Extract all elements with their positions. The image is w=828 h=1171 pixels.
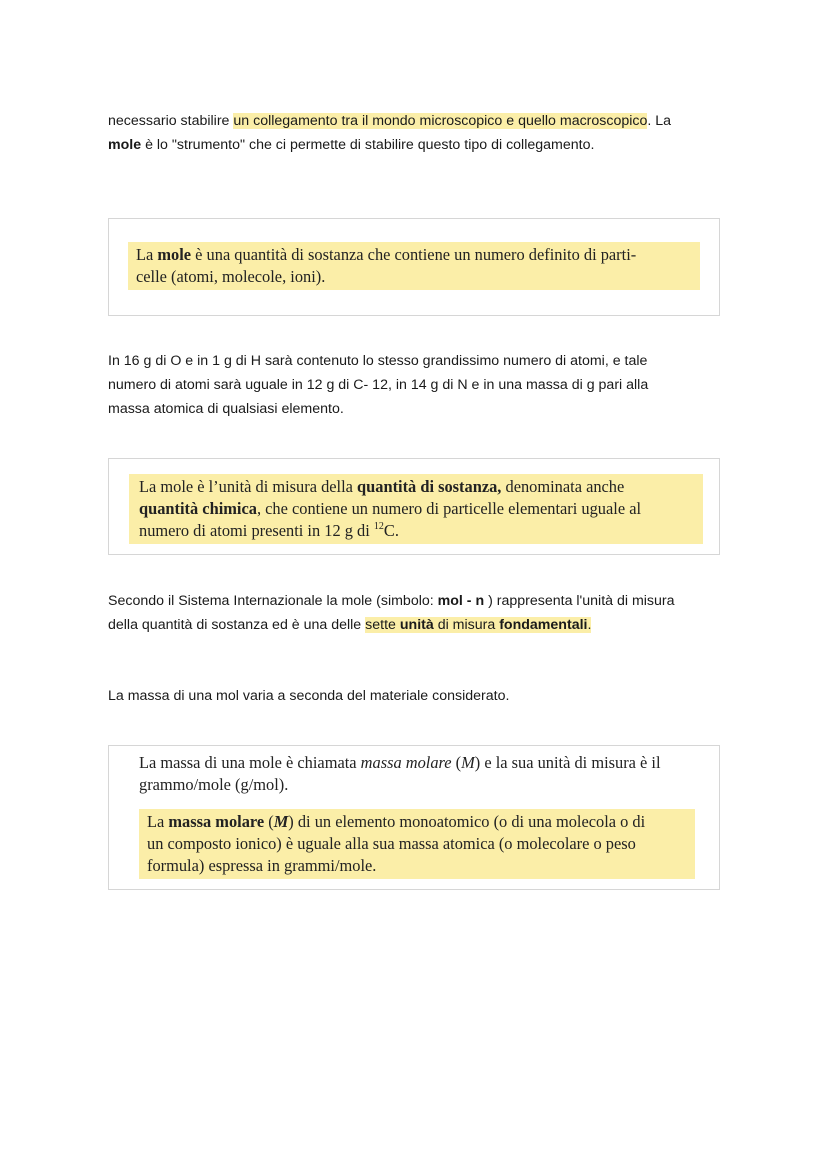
definition-line-1 <box>147 811 687 833</box>
superscript: 12 <box>373 520 384 532</box>
text-span: è una quantità di sostanza che contiene un numero definito di parti- <box>191 245 637 264</box>
text-span: La mole è l’unità di misura della <box>139 477 358 496</box>
text-span: La massa di una mole è chiamata <box>139 753 361 772</box>
definition-line-1 <box>139 476 693 498</box>
text-span: della quantità di sostanza ed è una delle <box>108 617 366 633</box>
text-span: denominata anche <box>501 477 625 496</box>
paragraph-si <box>108 589 720 637</box>
paragraph-intro <box>108 109 720 157</box>
definition-box-unit <box>108 458 720 555</box>
bold-term: massa molare <box>168 812 265 831</box>
intro-line-2: grammo/mole (g/mol). <box>139 775 289 794</box>
text-span: ) e la sua unità di misura è il <box>474 753 661 772</box>
molar-mass-intro <box>139 752 699 796</box>
intro-line-1 <box>139 752 699 774</box>
definition-line-2: celle (atomi, molecole, ioni). <box>136 267 326 286</box>
text-span: Secondo il Sistema Internazionale la mole (simbolo: <box>108 593 438 609</box>
bold-term: quantità di sostanza, <box>357 477 502 496</box>
text-span: ( <box>451 753 462 772</box>
text-span: ) rappresenta l'unità di misura <box>484 593 675 609</box>
text-span: ( <box>264 812 274 831</box>
text-span: . La <box>647 113 672 129</box>
definition-box-mole <box>108 218 720 316</box>
bold-term: quantità chimica <box>139 499 257 518</box>
text-span: sette <box>365 617 400 633</box>
text-span: , che contiene un numero di particelle elementari uguale al <box>256 499 642 518</box>
paragraph-intro-line-1 <box>108 109 720 133</box>
definition-line-2: un composto ionico) è uguale alla sua massa atomica (o molecolare o peso <box>147 834 636 853</box>
italic-symbol: M <box>461 753 475 772</box>
definition-line-3 <box>139 520 693 542</box>
paragraph-si-line-1 <box>108 589 720 613</box>
highlighted-text: un collegamento tra il mondo microscopico e quello macroscopico <box>233 113 648 129</box>
text-span: necessario stabilire <box>108 113 234 129</box>
definition-line-1 <box>136 244 692 266</box>
text-span: C. <box>383 521 399 540</box>
text-span: numero di atomi presenti in 12 g di <box>139 521 374 540</box>
definition-highlight <box>129 474 703 544</box>
text-span: è lo "strumento" che ci permette di stabilire questo tipo di collegamento. <box>141 137 595 153</box>
bold-term: unità <box>399 617 434 633</box>
text-span: ) di un elemento monoatomico (o di una molecola o di <box>288 812 646 831</box>
text-span: . <box>587 617 592 633</box>
paragraph-atoms-line-3: massa atomica di qualsiasi elemento. <box>108 401 344 417</box>
paragraph-atoms-line-2: numero di atomi sarà uguale in 12 g di C- 12, in 14 g di N e in una massa di g pari alla <box>108 377 649 393</box>
definition-line-2 <box>139 498 693 520</box>
paragraph-mass-line: La massa di una mol varia a seconda del materiale considerato. <box>108 688 510 704</box>
text-span: La <box>147 812 169 831</box>
paragraph-mass <box>108 684 720 708</box>
definition-line-3: formula) espressa in grammi/mole. <box>147 856 377 875</box>
bold-italic-symbol: M <box>273 812 289 831</box>
text-span: La <box>136 245 158 264</box>
bold-symbol: mol - n <box>437 593 485 609</box>
highlighted-text <box>365 617 591 633</box>
bold-term: fondamentali <box>499 617 588 633</box>
text-span: di misura <box>433 617 500 633</box>
bold-term-mole: mole <box>108 137 142 153</box>
italic-term: massa molare <box>360 753 452 772</box>
paragraph-si-line-2 <box>108 613 720 637</box>
paragraph-intro-line-2 <box>108 133 720 157</box>
bold-term-mole: mole <box>157 245 192 264</box>
paragraph-atoms-line-1: In 16 g di O e in 1 g di H sarà contenuto lo stesso grandissimo numero di atomi, e tale <box>108 353 648 369</box>
definition-box-molar-mass <box>108 745 720 890</box>
paragraph-atoms <box>108 349 720 421</box>
definition-highlight <box>139 809 695 879</box>
definition-highlight <box>128 242 700 290</box>
